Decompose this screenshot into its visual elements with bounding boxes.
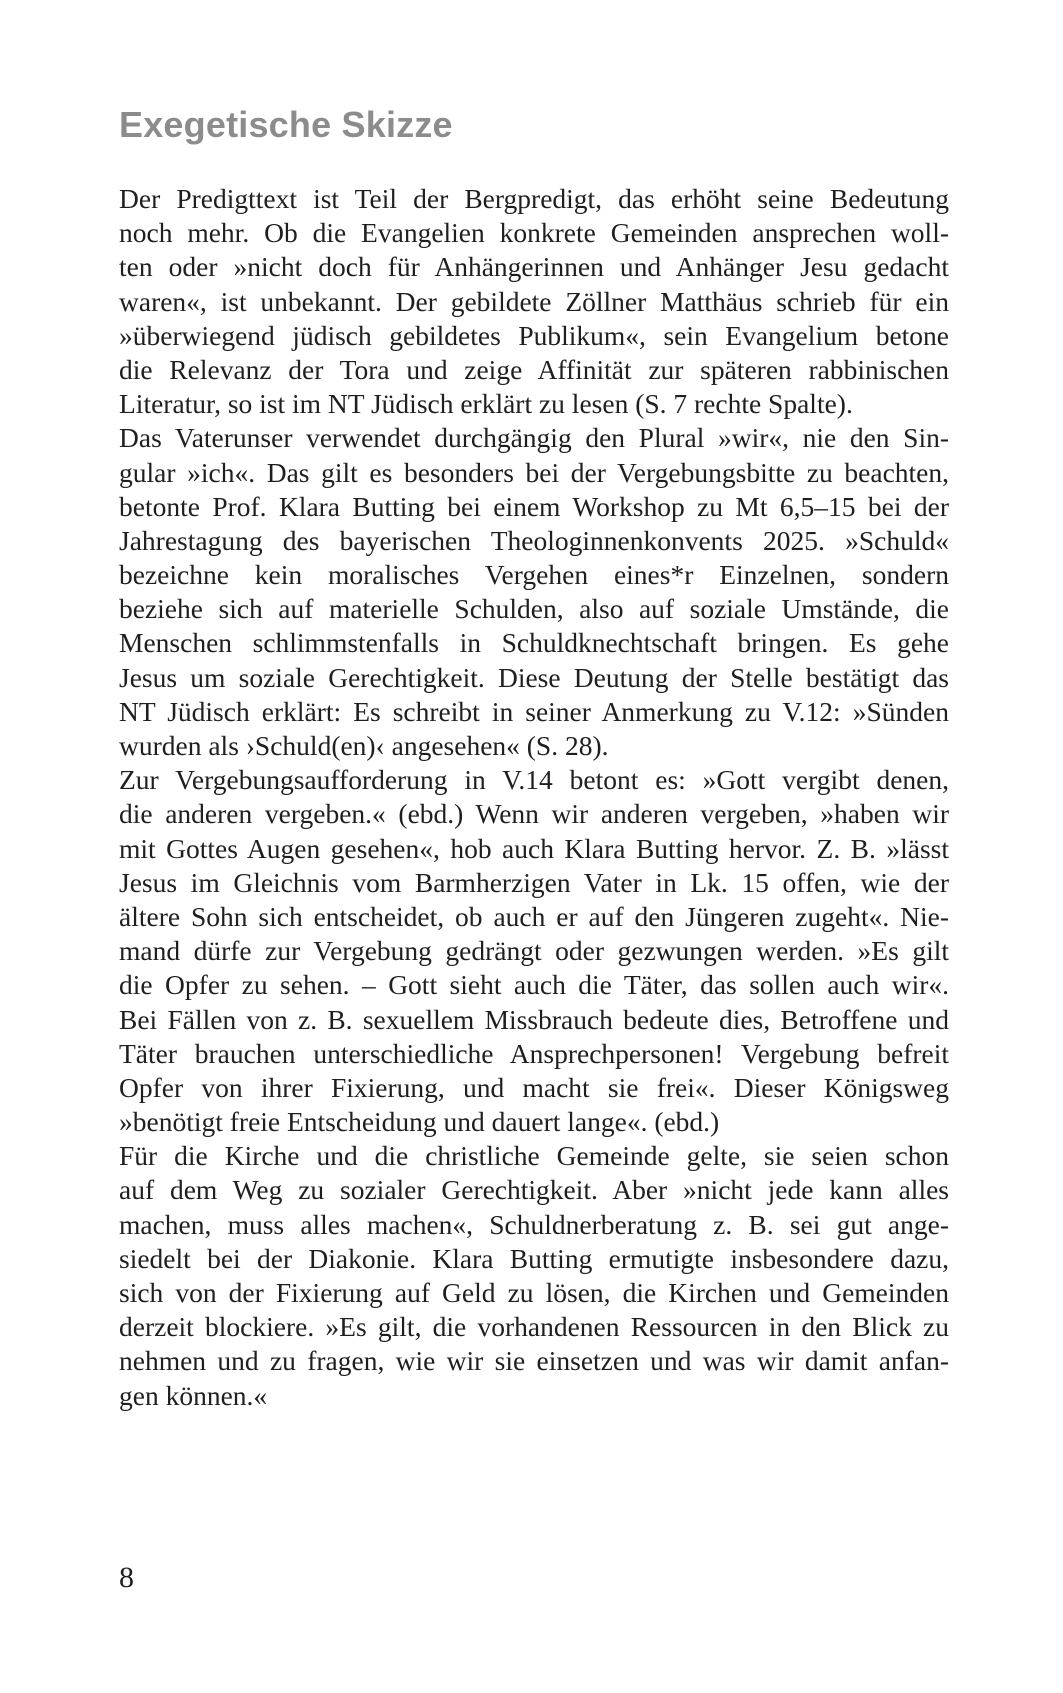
text-line: siedelt bei der Diakonie. Klara Butting ermutigte insbesondere dazu, xyxy=(119,1242,949,1274)
text-line: Menschen schlimmstenfalls in Schuldknechtschaft bringen. Es gehe xyxy=(119,627,949,659)
text-line: derzeit blockiere. »Es gilt, die vorhandenen Ressourcen in den Blick zu xyxy=(119,1311,949,1343)
text-line: »überwiegend jüdisch gebildetes Publikum«, sein Evangelium betone xyxy=(119,319,949,351)
text-line: die Relevanz der Tora und zeige Affinität zur späteren rabbinischen xyxy=(119,353,949,385)
paragraph xyxy=(119,182,949,421)
text-line: machen, muss alles machen«, Schuldnerberatung z. B. sei gut ange- xyxy=(119,1208,949,1240)
text-line: bezeichne kein moralisches Vergehen eines*r Einzelnen, sondern xyxy=(119,559,949,591)
text-line: nehmen und zu fragen, wie wir sie einsetzen und was wir damit anfan- xyxy=(119,1345,949,1377)
paragraph xyxy=(119,1139,949,1413)
text-line: Das Vaterunser verwendet durchgängig den Plural »wir«, nie den Sin- xyxy=(119,422,949,454)
text-line: waren«, ist unbekannt. Der gebildete Zöllner Matthäus schrieb für ein xyxy=(119,285,949,317)
body-text xyxy=(119,182,949,1413)
page-number: 8 xyxy=(119,1561,134,1594)
text-line: Jesus um soziale Gerechtigkeit. Diese Deutung der Stelle bestätigt das xyxy=(119,661,949,693)
paragraph xyxy=(119,763,949,1139)
text-line: sich von der Fixierung auf Geld zu lösen, die Kirchen und Gemeinden xyxy=(119,1277,949,1308)
text-line: wurden als ›Schuld(en)‹ angesehen« (S. 28). xyxy=(119,730,609,761)
text-line: auf dem Weg zu sozialer Gerechtigkeit. Aber »nicht jede kann alles xyxy=(119,1174,949,1206)
text-line: Zur Vergebungsaufforderung in V.14 betont es: »Gott vergibt denen, xyxy=(119,764,949,796)
text-line: Der Predigttext ist Teil der Bergpredigt, das erhöht seine Bedeutung xyxy=(119,183,949,214)
text-line: gular »ich«. Das gilt es besonders bei der Vergebungsbitte zu beachten, xyxy=(119,456,949,488)
text-line: ältere Sohn sich entscheidet, ob auch er auf den Jüngeren zugeht«. Nie- xyxy=(119,900,949,932)
paragraph xyxy=(119,421,949,763)
text-line: noch mehr. Ob die Evangelien konkrete Gemeinden ansprechen woll- xyxy=(119,217,949,249)
text-line: »benötigt freie Entscheidung und dauert lange«. (ebd.) xyxy=(119,1106,720,1138)
text-line: Jahrestagung des bayerischen Theologinnenkonvents 2025. »Schuld« xyxy=(119,524,949,556)
text-line: NT Jüdisch erklärt: Es schreibt in seiner Anmerkung zu V.12: »Sünden xyxy=(119,695,949,727)
section-heading: Exegetische Skizze xyxy=(119,104,453,145)
text-line: Für die Kirche und die christliche Gemeinde gelte, sie seien schon xyxy=(119,1140,949,1172)
text-line: beziehe sich auf materielle Schulden, also auf soziale Umstände, die xyxy=(119,593,949,625)
text-line: ten oder »nicht doch für Anhängerinnen und Anhänger Jesu gedacht xyxy=(119,251,949,283)
text-line: mand dürfe zur Vergebung gedrängt oder gezwungen werden. »Es gilt xyxy=(119,935,949,967)
text-line: Literatur, so ist im NT Jüdisch erklärt zu lesen (S. 7 rechte Spalte). xyxy=(119,388,853,420)
text-line: die anderen vergeben.« (ebd.) Wenn wir anderen vergeben, »haben wir xyxy=(119,798,949,830)
text-line: Opfer von ihrer Fixierung, und macht sie frei«. Dieser Königsweg xyxy=(119,1071,949,1103)
text-line: Jesus im Gleichnis vom Barmherzigen Vater in Lk. 15 offen, wie der xyxy=(119,866,949,898)
text-line: Täter brauchen unterschiedliche Ansprechpersonen! Vergebung befreit xyxy=(119,1037,949,1069)
text-line: gen können.« xyxy=(119,1379,268,1411)
text-line: Bei Fällen von z. B. sexuellem Missbrauch bedeute dies, Betroffene und xyxy=(119,1003,949,1035)
text-line: die Opfer zu sehen. – Gott sieht auch die Täter, das sollen auch wir«. xyxy=(119,969,949,1001)
text-line: mit Gottes Augen gesehen«, hob auch Klara Butting hervor. Z. B. »lässt xyxy=(119,832,949,864)
text-line: betonte Prof. Klara Butting bei einem Workshop zu Mt 6,5–15 bei der xyxy=(119,490,949,522)
